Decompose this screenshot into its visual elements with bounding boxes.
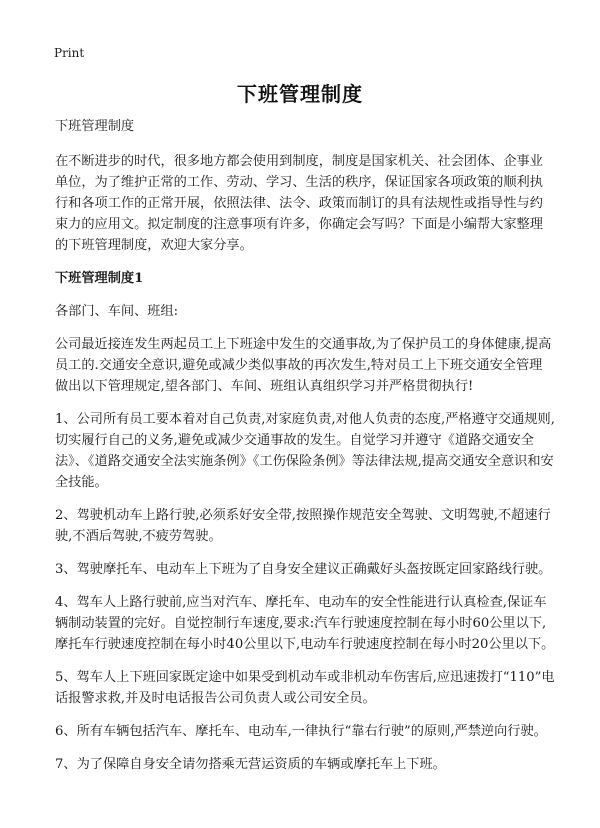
rule-paragraph: 6、所有车辆包括汽车、摩托车、电动车,一律执行“靠右行驶”的原则,严禁逆向行驶。 [55, 724, 547, 739]
intro-paragraph: 在不断进步的时代，很多地方都会使用到制度，制度是国家机关、社会团体、企事业单位，为了维护正常的工作、劳动、学习、生活的秩序，保证国家各项政策的顺利执行和各项工作的正常开展，依照法律、法令、政策而制订的具有法规性或指导性与约束力的应用文。拟定制度的注意事项有许多，你确定会写吗？下面是小编帮大家整理的下班管理制度，欢迎大家分享。 [55, 154, 543, 253]
section-heading: 下班管理制度1 [55, 271, 144, 286]
rule-paragraph: 7、为了保障自身安全请勿搭乘无营运资质的车辆或摩托车上下班。 [55, 757, 446, 772]
rule-paragraph: 3、驾驶摩托车、电动车上下班为了自身安全建议正确戴好头盔按既定回家路线行驶。 [55, 562, 552, 577]
print-link[interactable]: Print [54, 46, 85, 60]
rule-paragraph: 2、驾驶机动车上路行驶,必须系好安全带,按照操作规范安全驾驶、文明驾驶,不超速行驶,不酒后驾驶,不疲劳驾驶。 [55, 508, 551, 544]
preface-paragraph: 公司最近接连发生两起员工上下班途中发生的交通事故,为了保护员工的身体健康,提高员工的.交通安全意识,避免或减少类似事故的再次发生,特对员工上下班交通安全管理做出以下管理规定,望各部门、车间、班组认真组织学习并严格贯彻执行! [55, 337, 552, 394]
rule-paragraph: 4、驾车人上路行驶前,应当对汽车、摩托车、电动车的安全性能进行认真检查,保证车辆制动装置的完好。自觉控制行车速度,要求:汽车行驶速度控制在每小时60公里以下,摩托车行驶速度控制在每小时40公里以下,电动车行驶速度控制在每小时20公里以下。 [55, 595, 555, 652]
page-title: 下班管理制度 [237, 82, 363, 106]
document-body [55, 116, 555, 787]
recipients-line: 各部门、车间、班组: [55, 304, 179, 319]
rule-paragraph: 1、公司所有员工要本着对自己负责,对家庭负责,对他人负责的态度,严格遵守交通规则,切实履行自己的义务,避免或减少交通事故的发生。自觉学习并遵守《道路交通安全法》、《道路交通安全法实施条例》《工伤保险条例》等法律法规,提高交通安全意识和安全技能。 [55, 412, 555, 490]
rule-paragraph: 5、驾车人上下班回家既定途中如果受到机动车或非机动车伤害后,应迅速拨打“110”电话报警求救,并及时电话报告公司负责人或公司安全员。 [55, 670, 555, 706]
document-subtitle: 下班管理制度 [55, 119, 135, 134]
